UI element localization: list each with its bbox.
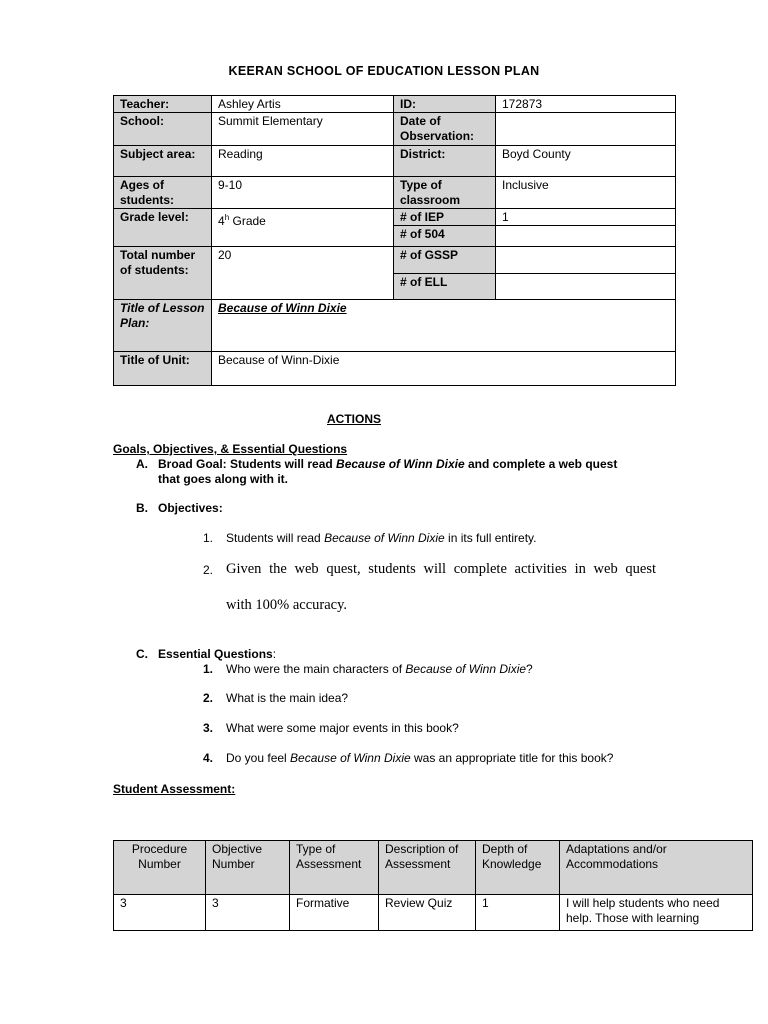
cell-depth-of-knowledge: 1 (476, 895, 560, 931)
lesson-info-table (113, 95, 676, 386)
iep-label: # of IEP (394, 209, 496, 226)
question-2-marker: 2. (203, 691, 214, 705)
objective-1-pre: Students will read (226, 531, 325, 545)
assessment-table (113, 840, 753, 931)
objective-2-text-line2: with 100% accuracy. (226, 597, 348, 613)
grade-label: Grade level: (114, 209, 212, 247)
goal-a-text-line2: that goes along with it. (158, 472, 288, 486)
lesson-title-value: Because of Winn Dixie (212, 300, 676, 352)
teacher-label: Teacher: (114, 96, 212, 113)
question-3-marker: 3. (203, 721, 214, 735)
subject-label: Subject area: (114, 146, 212, 177)
cell-objective-number: 3 (206, 895, 290, 931)
iep-value: 1 (496, 209, 676, 226)
assessment-header-row (114, 841, 753, 895)
teacher-value: Ashley Artis (212, 96, 394, 113)
header-objective-number: Objective Number (206, 841, 290, 895)
gssp-value (496, 247, 676, 274)
504-value (496, 226, 676, 247)
unit-title-label: Title of Unit: (114, 352, 212, 386)
classroom-value: Inclusive (496, 177, 676, 209)
district-value: Boyd County (496, 146, 676, 177)
header-adaptations: Adaptations and/or Accommodations (560, 841, 753, 895)
goal-a-text (158, 457, 617, 471)
question-1-text (226, 662, 533, 676)
cell-procedure-number: 3 (114, 895, 206, 931)
student-assessment-heading: Student Assessment: (113, 782, 236, 796)
question-4-text (226, 751, 613, 765)
document-title: KEERAN SCHOOL OF EDUCATION LESSON PLAN (228, 64, 540, 78)
objective-2-marker: 2. (203, 563, 214, 577)
question-1-post: ? (526, 662, 533, 676)
objective-1-marker: 1. (203, 531, 214, 545)
essential-questions-heading (158, 647, 276, 661)
objectives-marker: B. (136, 501, 148, 515)
ages-label: Ages of students: (114, 177, 212, 209)
question-4-book: Because of Winn Dixie (290, 751, 411, 765)
question-2-text: What is the main idea? (226, 691, 349, 705)
school-label: School: (114, 113, 212, 146)
objective-2-text-line1: Given the web quest, students will complete activities in web quest (226, 561, 656, 577)
question-1-marker: 1. (203, 662, 214, 676)
cell-adaptations: I will help students who need help. Those with learning (560, 895, 753, 931)
question-3-text: What were some major events in this book? (226, 721, 459, 735)
essential-questions-colon: : (272, 647, 277, 661)
id-value: 172873 (496, 96, 676, 113)
ages-value: 9-10 (212, 177, 394, 209)
question-4-pre: Do you feel (226, 751, 291, 765)
table-row (114, 895, 753, 931)
school-value: Summit Elementary (212, 113, 394, 146)
id-label: ID: (394, 96, 496, 113)
unit-title-value: Because of Winn-Dixie (212, 352, 676, 386)
objective-1-post: in its full entirety. (444, 531, 537, 545)
header-type-of-assessment: Type of Assessment (290, 841, 379, 895)
goal-a-book: Because of Winn Dixie (336, 457, 465, 471)
objectives-heading: Objectives: (158, 501, 223, 515)
date-value (496, 113, 676, 146)
total-value: 20 (212, 247, 394, 300)
grade-value (212, 209, 394, 247)
objective-1-text (226, 531, 537, 545)
date-label: Date of Observation: (394, 113, 496, 146)
subject-value: Reading (212, 146, 394, 177)
classroom-label: Type of classroom (394, 177, 496, 209)
cell-type-of-assessment: Formative (290, 895, 379, 931)
header-depth-of-knowledge: Depth of Knowledge (476, 841, 560, 895)
ell-label: # of ELL (394, 274, 496, 300)
question-1-book: Because of Winn Dixie (405, 662, 527, 676)
question-4-marker: 4. (203, 751, 214, 765)
goal-a-marker: A. (136, 457, 148, 471)
grade-word: Grade (232, 214, 266, 228)
actions-heading: ACTIONS (327, 412, 381, 426)
lesson-title-label: Title of Lesson Plan: (114, 300, 212, 352)
grade-superscript: h (224, 213, 230, 222)
grade-number: 4 (218, 214, 225, 228)
ell-value (496, 274, 676, 300)
total-label: Total number of students: (114, 247, 212, 300)
goals-heading: Goals, Objectives, & Essential Questions (113, 442, 348, 456)
objective-1-book: Because of Winn Dixie (324, 531, 445, 545)
district-label: District: (394, 146, 496, 177)
header-procedure-number: Procedure Number (114, 841, 206, 895)
cell-description-of-assessment: Review Quiz (379, 895, 476, 931)
essential-questions-marker: C. (136, 647, 148, 661)
goal-a-text-part1: Broad Goal: Students will read (158, 457, 337, 471)
504-label: # of 504 (394, 226, 496, 247)
question-1-pre: Who were the main characters of (226, 662, 406, 676)
goal-a-text-part2: and complete a web quest (464, 457, 618, 471)
question-4-post: was an appropriate title for this book? (410, 751, 614, 765)
essential-questions-label: Essential Questions (158, 647, 273, 661)
gssp-label: # of GSSP (394, 247, 496, 274)
header-description-of-assessment: Description of Assessment (379, 841, 476, 895)
